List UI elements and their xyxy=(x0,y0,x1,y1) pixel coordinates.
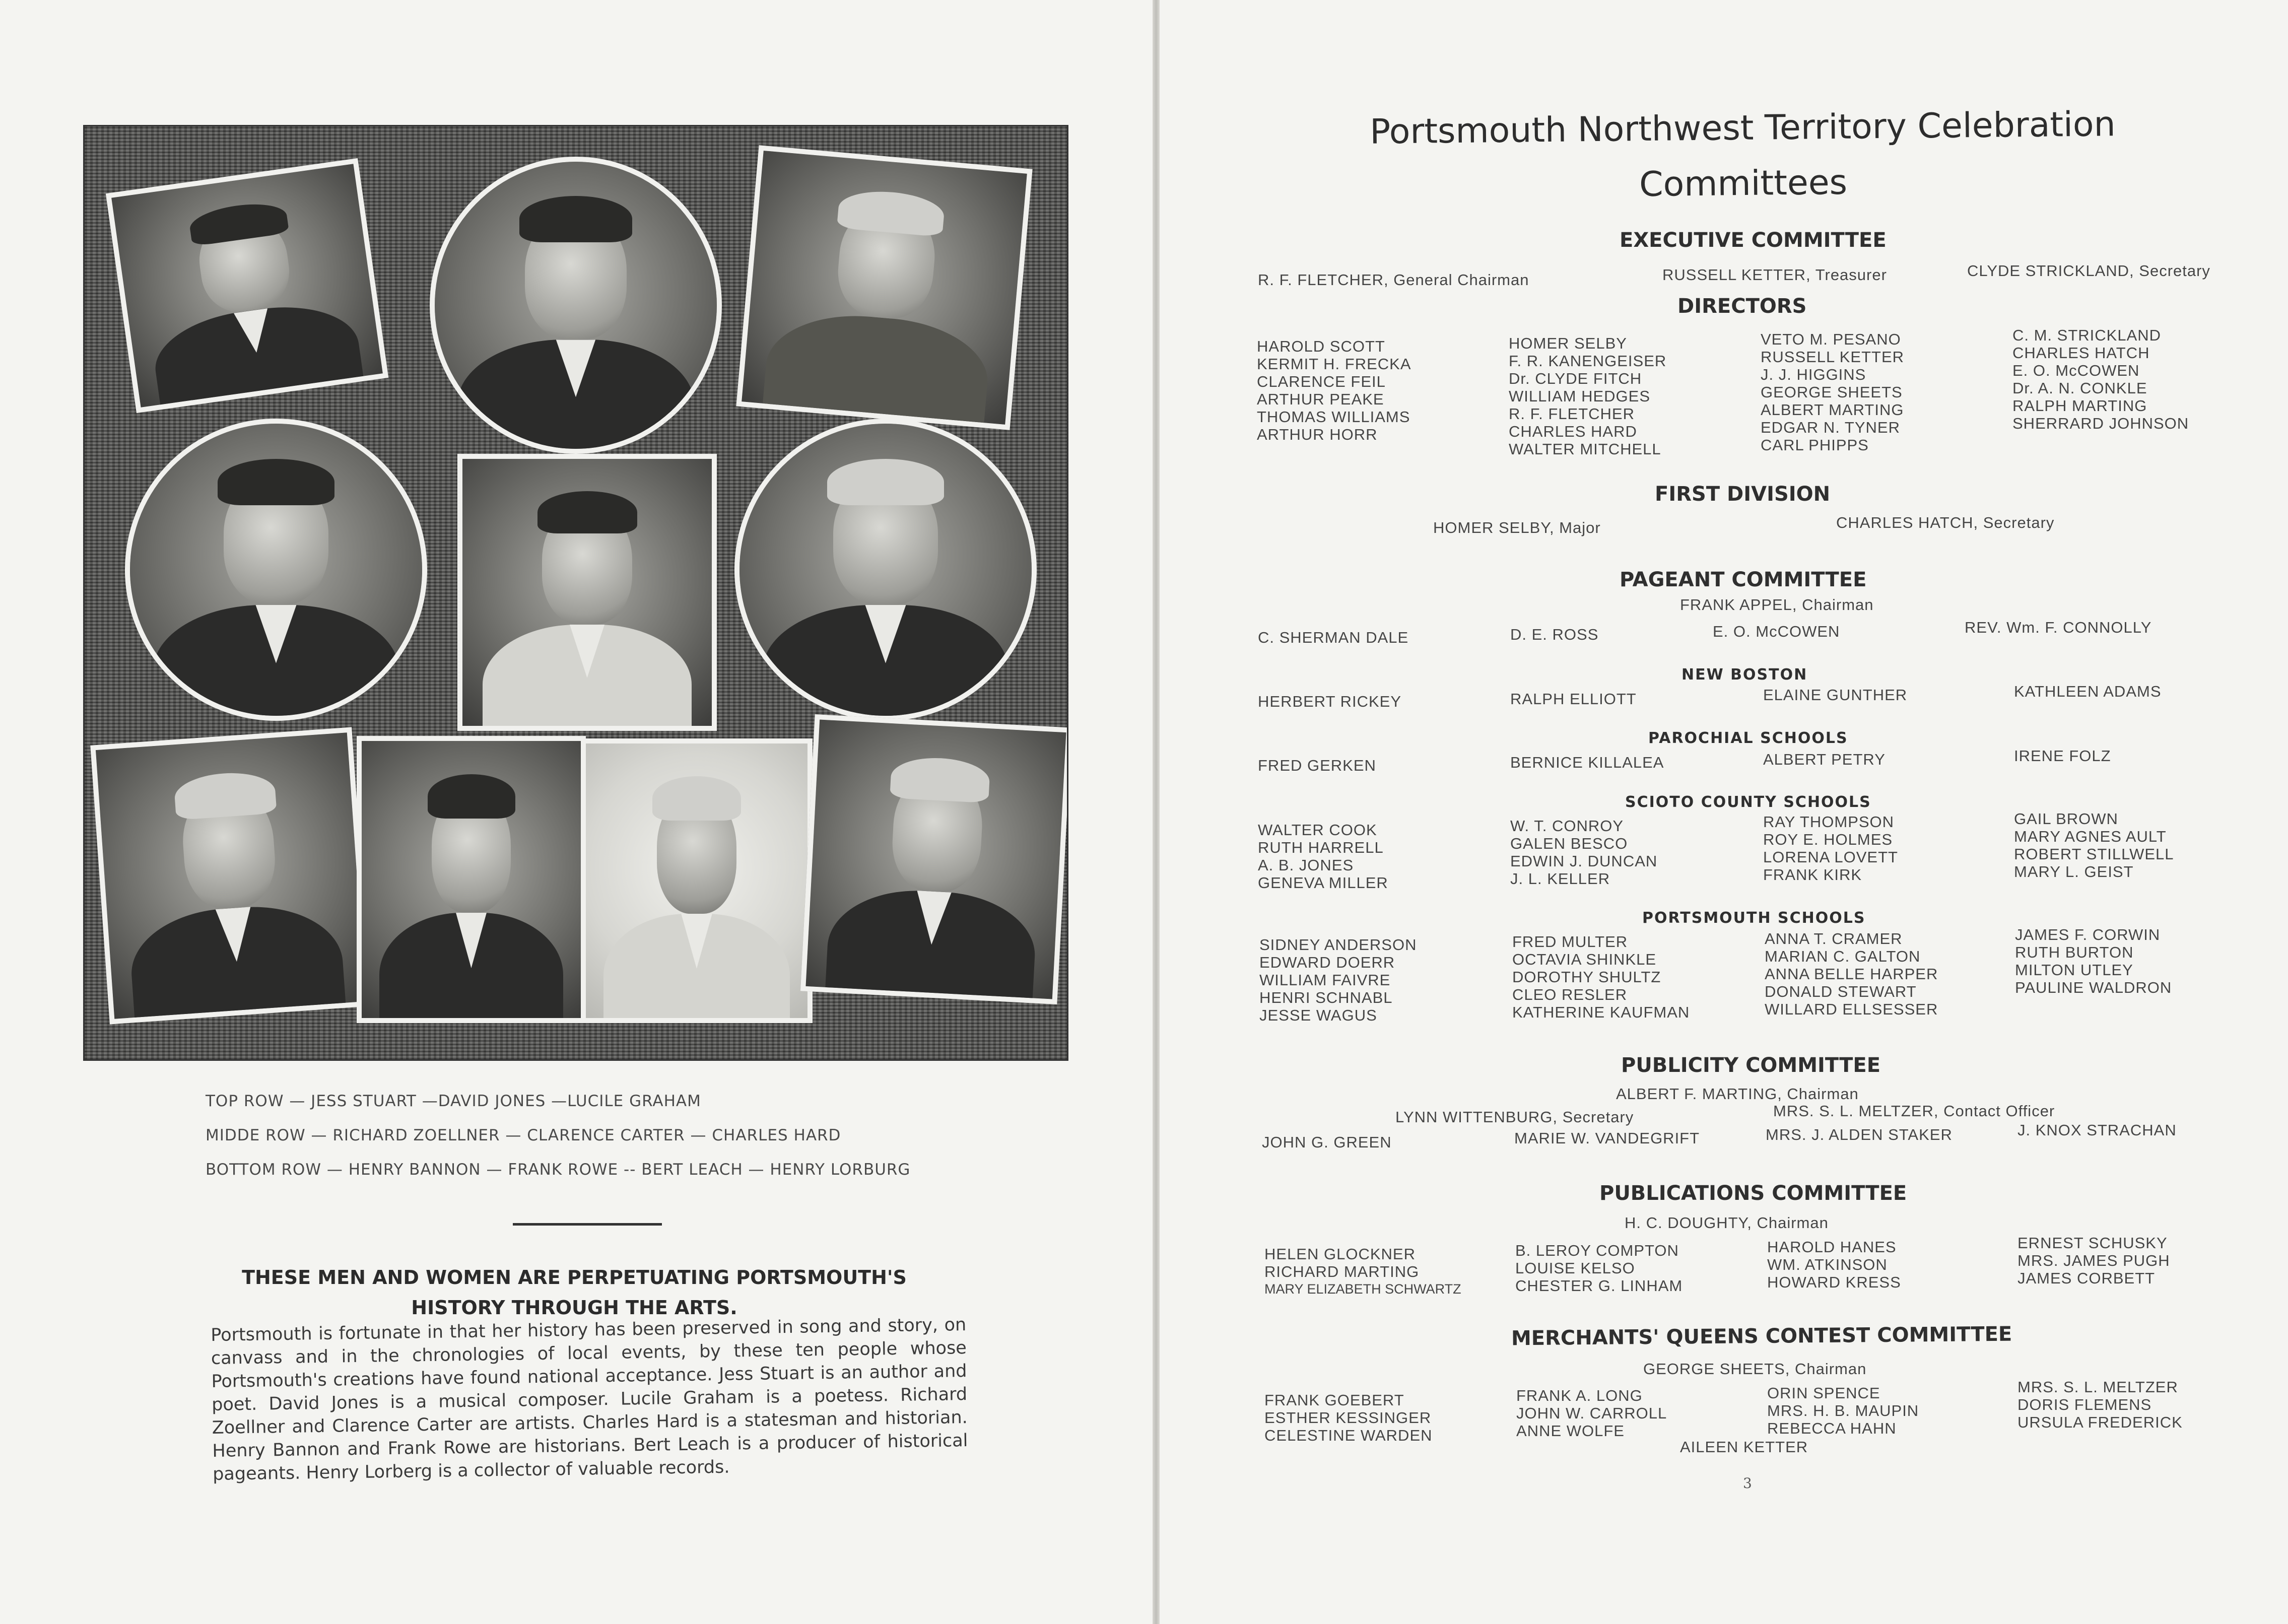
caption-middle-row: MIDDE ROW — RICHARD ZOELLNER — CLARENCE CARTER — CHARLES HARD xyxy=(206,1126,841,1144)
portsmouth-schools-member: OCTAVIA SHINKLE xyxy=(1512,951,1657,968)
merchants-member: ESTHER KESSINGER xyxy=(1264,1409,1432,1427)
director-name: WILLIAM HEDGES xyxy=(1509,387,1650,405)
portsmouth-schools-column-4 xyxy=(2015,926,2172,996)
portrait-henry-lorburg xyxy=(800,714,1068,1004)
book-gutter xyxy=(1153,0,1160,1624)
director-name: WALTER MITCHELL xyxy=(1509,440,1661,458)
publications-column-2 xyxy=(1515,1242,1683,1295)
new-boston-member: KATHLEEN ADAMS xyxy=(2014,683,2162,700)
scioto-member: RUTH HARRELL xyxy=(1258,839,1384,856)
merchants-column-2 xyxy=(1516,1387,1667,1440)
portsmouth-schools-column-3 xyxy=(1765,930,1938,1018)
portsmouth-schools-member: JESSE WAGUS xyxy=(1259,1006,1377,1024)
page-number: 3 xyxy=(1743,1475,1752,1492)
merchants-chairman: GEORGE SHEETS, Chairman xyxy=(1643,1360,1867,1378)
portsmouth-schools-member: RUTH BURTON xyxy=(2015,943,2134,961)
portrait-lucile-graham xyxy=(736,145,1032,430)
director-name: CHARLES HATCH xyxy=(2012,344,2150,362)
new-boston-heading: NEW BOSTON xyxy=(1681,666,1808,684)
director-name: ARTHUR PEAKE xyxy=(1257,390,1384,408)
merchants-member: ORIN SPENCE xyxy=(1767,1384,1880,1402)
directors-heading: DIRECTORS xyxy=(1677,295,1807,318)
portsmouth-schools-member: WILLIAM FAIVRE xyxy=(1259,971,1391,989)
first-division-major: HOMER SELBY, Major xyxy=(1433,519,1601,536)
parochial-schools-heading: PAROCHIAL SCHOOLS xyxy=(1648,729,1848,747)
publications-member: WM. ATKINSON xyxy=(1767,1256,1888,1273)
scioto-member: FRANK KIRK xyxy=(1763,866,1862,884)
portrait-jess-stuart xyxy=(106,158,388,413)
scioto-member: ROBERT STILLWELL xyxy=(2014,845,2174,863)
pageant-member: REV. Wm. F. CONNOLLY xyxy=(1965,619,2152,636)
publications-member: MARY ELIZABETH SCHWARTZ xyxy=(1264,1281,1461,1297)
photo-collage xyxy=(83,125,1068,1061)
portsmouth-schools-member: HENRI SCHNABL xyxy=(1259,989,1393,1006)
executive-secretary: CLYDE STRICKLAND, Secretary xyxy=(1967,262,2210,280)
portsmouth-schools-member: SIDNEY ANDERSON xyxy=(1259,936,1417,954)
pageant-member: D. E. ROSS xyxy=(1510,626,1599,643)
director-name: RUSSELL KETTER xyxy=(1761,348,1905,366)
parochial-member: IRENE FOLZ xyxy=(2014,747,2111,765)
publications-member: ERNEST SCHUSKY xyxy=(2017,1234,2168,1252)
merchants-column-4 xyxy=(2017,1378,2183,1431)
director-name: VETO M. PESANO xyxy=(1761,330,1901,348)
scioto-county-schools-heading: SCIOTO COUNTY SCHOOLS xyxy=(1625,793,1871,811)
portrait-richard-zoellner xyxy=(125,419,427,721)
scioto-member: W. T. CONROY xyxy=(1510,817,1624,835)
director-name: HOMER SELBY xyxy=(1509,334,1627,352)
portsmouth-schools-column-1 xyxy=(1259,936,1417,1024)
director-name: Dr. A. N. CONKLE xyxy=(2012,379,2147,397)
portsmouth-schools-member: JAMES F. CORWIN xyxy=(2015,926,2161,943)
portrait-charles-hard xyxy=(734,419,1037,721)
portsmouth-schools-column-2 xyxy=(1512,933,1690,1021)
portsmouth-schools-member: DONALD STEWART xyxy=(1765,983,1917,1000)
scioto-member: GENEVA MILLER xyxy=(1258,874,1388,892)
scioto-member: GAIL BROWN xyxy=(2014,810,2118,828)
scioto-member: ROY E. HOLMES xyxy=(1763,831,1893,848)
director-name: RALPH MARTING xyxy=(2012,397,2147,415)
portrait-david-jones xyxy=(430,157,722,454)
directors-column-4 xyxy=(2012,326,2189,432)
director-name: CHARLES HARD xyxy=(1509,423,1637,440)
portsmouth-schools-member: ANNA T. CRAMER xyxy=(1765,930,1903,948)
scioto-member: RAY THOMPSON xyxy=(1763,813,1895,831)
director-name: HAROLD SCOTT xyxy=(1257,337,1385,355)
parochial-member: FRED GERKEN xyxy=(1258,757,1376,774)
director-name: C. M. STRICKLAND xyxy=(2012,326,2162,344)
merchants-member-extra: AILEEN KETTER xyxy=(1680,1438,1808,1456)
pageant-chairman: FRANK APPEL, Chairman xyxy=(1680,596,1874,614)
director-name: CARL PHIPPS xyxy=(1761,436,1869,454)
publications-member: LOUISE KELSO xyxy=(1515,1259,1635,1277)
directors-column-2 xyxy=(1509,334,1666,458)
portsmouth-schools-member: EDWARD DOERR xyxy=(1259,954,1395,971)
title-line-1: Portsmouth Northwest Territory Celebration xyxy=(1369,104,2116,152)
scioto-member: MARY AGNES AULT xyxy=(2014,828,2167,845)
director-name: KERMIT H. FRECKA xyxy=(1257,355,1411,373)
portsmouth-schools-member: ANNA BELLE HARPER xyxy=(1765,965,1938,983)
scioto-column-1 xyxy=(1258,821,1388,892)
portrait-bert-leach xyxy=(581,738,813,1023)
scioto-column-3 xyxy=(1763,813,1898,884)
publications-committee-heading: PUBLICATIONS COMMITTEE xyxy=(1599,1182,1907,1205)
executive-chairman: R. F. FLETCHER, General Chairman xyxy=(1258,271,1529,289)
pageant-member: C. SHERMAN DALE xyxy=(1258,629,1409,646)
publications-member: HOWARD KRESS xyxy=(1767,1273,1901,1291)
publicity-member: JOHN G. GREEN xyxy=(1262,1133,1392,1151)
director-name: Dr. CLYDE FITCH xyxy=(1509,370,1642,387)
parochial-member: BERNICE KILLALEA xyxy=(1510,754,1664,771)
scioto-member: LORENA LOVETT xyxy=(1763,848,1898,866)
publicity-chairman: ALBERT F. MARTING, Chairman xyxy=(1616,1085,1859,1103)
merchants-column-3 xyxy=(1767,1384,1919,1437)
publications-member: HELEN GLOCKNER xyxy=(1264,1245,1416,1263)
page-title xyxy=(1319,96,2167,216)
headline-line-1: THESE MEN AND WOMEN ARE PERPETUATING PORTSMOUTH'S xyxy=(242,1266,907,1289)
caption-top-row: TOP ROW — JESS STUART —DAVID JONES —LUCILE GRAHAM xyxy=(206,1092,701,1110)
divider-rule xyxy=(513,1223,662,1226)
publicity-committee-heading: PUBLICITY COMMITTEE xyxy=(1621,1054,1881,1077)
headline-line-2: HISTORY THROUGH THE ARTS. xyxy=(411,1297,737,1319)
portsmouth-schools-member: KATHERINE KAUFMAN xyxy=(1512,1003,1690,1021)
portrait-clarence-carter xyxy=(457,454,717,731)
merchants-member: DORIS FLEMENS xyxy=(2017,1396,2152,1413)
publicity-member: MARIE W. VANDEGRIFT xyxy=(1514,1129,1700,1147)
publications-column-4 xyxy=(2017,1234,2170,1287)
publications-chairman: H. C. DOUGHTY, Chairman xyxy=(1625,1214,1829,1232)
scioto-column-4 xyxy=(2014,810,2174,881)
portsmouth-schools-heading: PORTSMOUTH SCHOOLS xyxy=(1642,909,1866,927)
arts-body-paragraph: Portsmouth is fortunate in that her history has been preserved in song and story, on canvass and in the chronologies of local events, by these ten people whose Portsmouth's creations have found national acceptance. Jess Stuart is an author and poet. David Jones is a musical composer. Lucile Graham is a poetess. Richard Zoellner and Clarence Carter are artists. Charles Hard is a statesman and historian. Henry Bannon and Frank Rowe are historians. Bert Leach is a producer of historical pageants. Henry Lorberg is a collector of valuable records. xyxy=(211,1315,968,1484)
publications-column-3 xyxy=(1767,1238,1901,1291)
scioto-member: MARY L. GEIST xyxy=(2014,863,2134,881)
director-name: E. O. McCOWEN xyxy=(2012,362,2140,379)
publicity-contact-officer: MRS. S. L. MELTZER, Contact Officer xyxy=(1773,1102,2055,1120)
merchants-member: JOHN W. CARROLL xyxy=(1516,1404,1667,1422)
portsmouth-schools-member: MARIAN C. GALTON xyxy=(1765,948,1921,965)
scioto-member: A. B. JONES xyxy=(1258,856,1354,874)
scioto-member: WALTER COOK xyxy=(1258,821,1377,839)
director-name: EDGAR N. TYNER xyxy=(1761,419,1900,436)
publicity-secretary: LYNN WITTENBURG, Secretary xyxy=(1395,1108,1634,1126)
merchants-column-1 xyxy=(1264,1391,1433,1444)
portsmouth-schools-member: PAULINE WALDRON xyxy=(2015,979,2172,996)
publications-member: MRS. JAMES PUGH xyxy=(2017,1252,2170,1269)
pageant-member: E. O. McCOWEN xyxy=(1713,623,1840,640)
merchants-member: MRS. S. L. MELTZER xyxy=(2017,1378,2178,1396)
portsmouth-schools-member: MILTON UTLEY xyxy=(2015,961,2133,979)
scioto-member: EDWIN J. DUNCAN xyxy=(1510,852,1658,870)
first-division-secretary: CHARLES HATCH, Secretary xyxy=(1836,514,2055,531)
director-name: THOMAS WILLIAMS xyxy=(1257,408,1410,426)
merchants-queens-contest-heading: MERCHANTS' QUEENS CONTEST COMMITTEE xyxy=(1511,1322,2012,1350)
first-division-heading: FIRST DIVISION xyxy=(1655,483,1831,506)
executive-treasurer: RUSSELL KETTER, Treasurer xyxy=(1662,266,1887,284)
portsmouth-schools-member: FRED MULTER xyxy=(1512,933,1628,951)
portsmouth-schools-member: CLEO RESLER xyxy=(1512,986,1628,1003)
new-boston-member: HERBERT RICKEY xyxy=(1258,693,1402,710)
publications-member: RICHARD MARTING xyxy=(1264,1263,1420,1280)
publications-member: HAROLD HANES xyxy=(1767,1238,1897,1256)
executive-committee-heading: EXECUTIVE COMMITTEE xyxy=(1620,229,1887,252)
publicity-member: MRS. J. ALDEN STAKER xyxy=(1766,1126,1953,1143)
merchants-member: ANNE WOLFE xyxy=(1516,1422,1625,1440)
directors-column-3 xyxy=(1761,330,1904,454)
title-line-2: Committees xyxy=(1639,162,1848,205)
publications-member: B. LEROY COMPTON xyxy=(1515,1242,1679,1259)
portsmouth-schools-member: WILLARD ELLSESSER xyxy=(1765,1000,1938,1018)
directors-column-1 xyxy=(1257,337,1411,443)
scioto-member: GALEN BESCO xyxy=(1510,835,1628,852)
publications-member: JAMES CORBETT xyxy=(2017,1269,2156,1287)
merchants-member: URSULA FREDERICK xyxy=(2017,1413,2183,1431)
director-name: R. F. FLETCHER xyxy=(1509,405,1635,423)
director-name: GEORGE SHEETS xyxy=(1761,383,1903,401)
director-name: CLARENCE FEIL xyxy=(1257,373,1386,390)
director-name: ALBERT MARTING xyxy=(1761,401,1904,419)
portsmouth-schools-member: DOROTHY SHULTZ xyxy=(1512,968,1661,986)
publications-column-1 xyxy=(1264,1245,1461,1298)
merchants-member: MRS. H. B. MAUPIN xyxy=(1767,1402,1919,1419)
parochial-member: ALBERT PETRY xyxy=(1763,751,1886,768)
new-boston-member: RALPH ELLIOTT xyxy=(1510,690,1637,708)
merchants-member: REBECCA HAHN xyxy=(1767,1419,1897,1437)
pageant-committee-heading: PAGEANT COMMITTEE xyxy=(1620,568,1867,591)
caption-bottom-row: BOTTOM ROW — HENRY BANNON — FRANK ROWE -- BERT LEACH — HENRY LORBURG xyxy=(206,1161,911,1179)
director-name: F. R. KANENGEISER xyxy=(1509,352,1667,370)
new-boston-member: ELAINE GUNTHER xyxy=(1763,686,1908,704)
merchants-member: FRANK A. LONG xyxy=(1516,1387,1643,1404)
arts-headline xyxy=(232,1262,917,1323)
portrait-frank-rowe xyxy=(357,736,586,1023)
director-name: J. J. HIGGINS xyxy=(1761,366,1866,383)
merchants-member: CELESTINE WARDEN xyxy=(1264,1427,1433,1444)
merchants-member: FRANK GOEBERT xyxy=(1264,1391,1404,1409)
publications-member: CHESTER G. LINHAM xyxy=(1515,1277,1683,1295)
scioto-column-2 xyxy=(1510,817,1657,888)
director-name: ARTHUR HORR xyxy=(1257,426,1378,443)
portrait-henry-bannon xyxy=(90,727,371,1025)
director-name: SHERRARD JOHNSON xyxy=(2012,415,2189,432)
scioto-member: J. L. KELLER xyxy=(1510,870,1610,888)
publicity-member: J. KNOX STRACHAN xyxy=(2017,1121,2177,1139)
